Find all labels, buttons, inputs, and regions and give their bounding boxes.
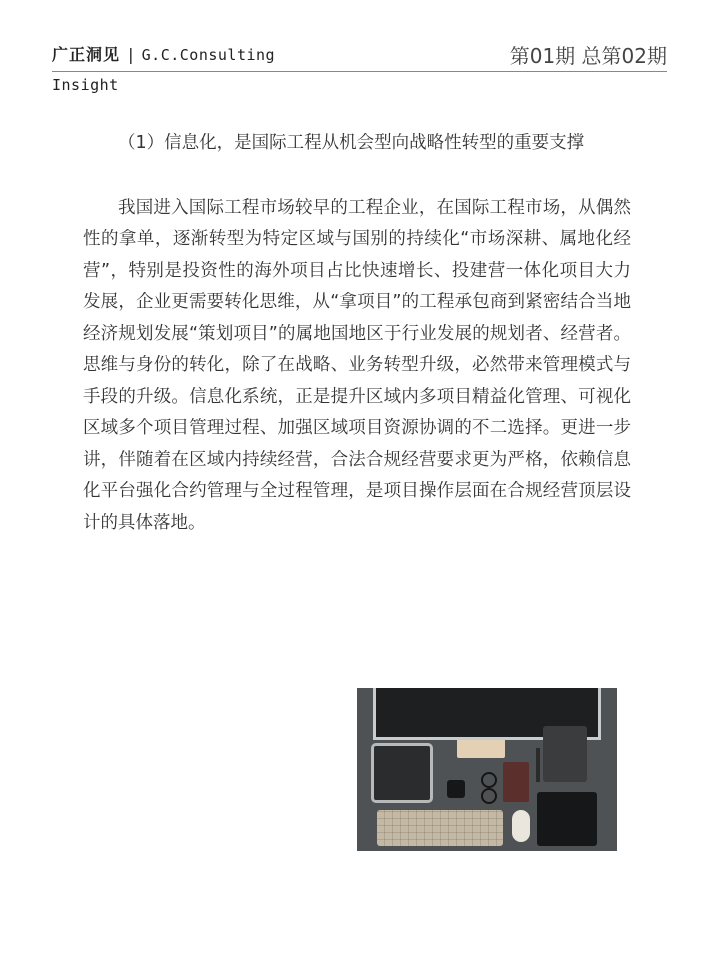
keyboard	[377, 810, 503, 846]
desk-workspace-photo	[357, 688, 617, 851]
pencil	[536, 748, 540, 782]
tablet	[371, 743, 433, 803]
drawing-tablet	[537, 792, 597, 846]
camera-box	[543, 726, 587, 782]
article-body	[83, 128, 631, 539]
brand-separator: |	[126, 45, 136, 64]
section-heading: （1）信息化，是国际工程从机会型向战略性转型的重要支撑	[118, 133, 585, 153]
brand-english: G.C.Consulting	[141, 46, 276, 64]
brand-chinese: 广正洞见	[52, 45, 121, 64]
header-divider	[52, 71, 667, 72]
glasses	[481, 772, 497, 788]
monitor-stand	[457, 738, 505, 758]
page-header	[52, 40, 667, 72]
glasses	[481, 788, 497, 804]
phone	[447, 780, 465, 798]
body-paragraph: 我国进入国际工程市场较早的工程企业，在国际工程市场，从偶然性的拿单，逐渐转型为特定区域与国别的持续化“市场深耕、属地化经营”，特别是投资性的海外项目占比快速增长、投建营一体化项目大力发展，企业更需要转化思维，从“拿项目”的工程承包商到紧密结合当地经济规划发展“策划项目”的属地国地区于行业发展的规划者、经营者。思维与身份的转化，除了在战略、业务转型升级，必然带来管理模式与手段的升级。信息化系统，正是提升区域内多项目精益化管理、可视化区域多个项目管理过程、加强区域项目资源协调的不二选择。更进一步讲，伴随着在区域内持续经营，合法合规经营要求更为严格，依赖信息化平台强化合约管理与全过程管理，是项目操作层面在合规经营顶层设计的具体落地。	[83, 197, 631, 533]
mouse	[512, 810, 530, 842]
brand	[52, 42, 275, 65]
notebook	[503, 762, 529, 802]
insight-label: Insight	[52, 76, 119, 94]
issue-number: 第01期 总第02期	[509, 44, 667, 68]
